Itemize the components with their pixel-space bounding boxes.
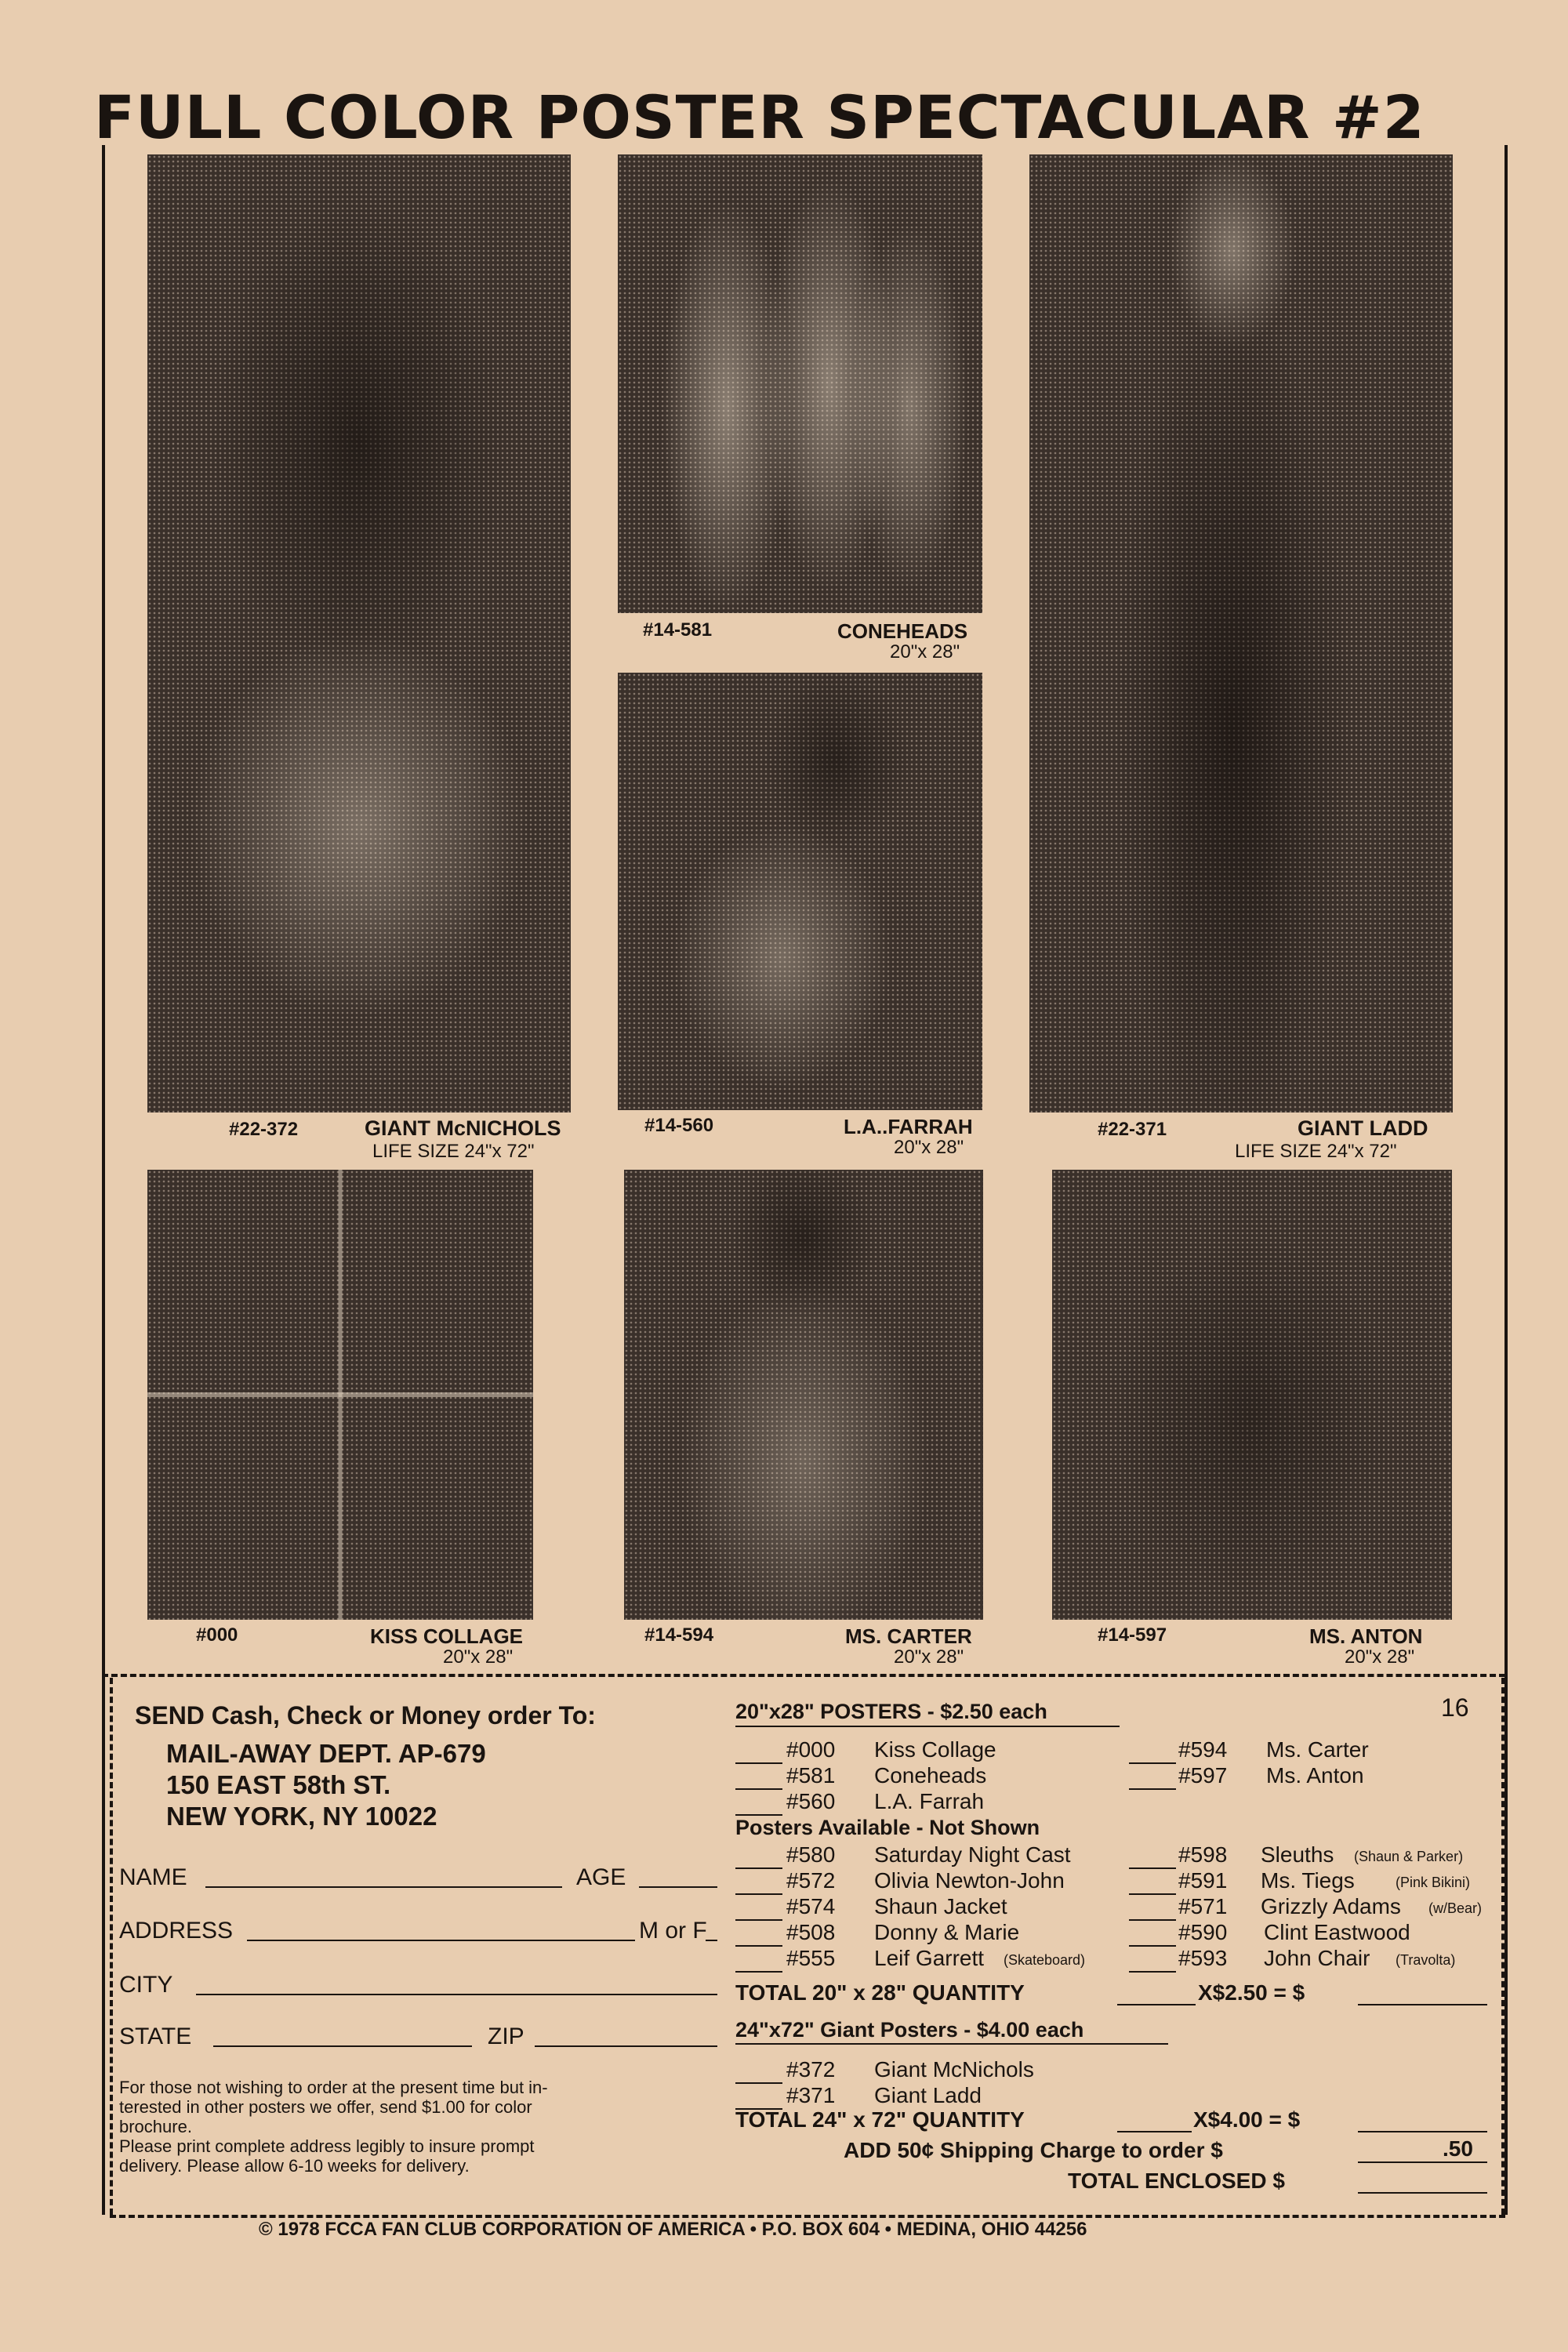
total-20x28-quantity-field[interactable] <box>1117 2004 1196 2005</box>
shipping-label: ADD 50¢ Shipping Charge to order $ <box>844 2138 1223 2162</box>
note-line: Please print complete address legibly to insure prompt <box>119 2136 535 2156</box>
quantity-blank[interactable] <box>735 1945 782 1947</box>
caption-name: CONEHEADS <box>837 619 968 643</box>
total-20x28-label: TOTAL 20" x 28" QUANTITY <box>735 1980 1025 2005</box>
list-name: Ms. Tiegs <box>1261 1868 1355 1893</box>
list-code: #372 <box>786 2057 836 2082</box>
quantity-blank[interactable] <box>1129 1919 1176 1921</box>
list-code: #571 <box>1178 1894 1228 1918</box>
list-name: Kiss Collage <box>874 1737 996 1762</box>
age-label: AGE <box>576 1864 626 1890</box>
quantity-blank[interactable] <box>735 2082 782 2084</box>
total-enclosed-field[interactable] <box>1358 2192 1487 2194</box>
list-note: (Pink Bikini) <box>1396 1875 1471 1890</box>
quantity-blank[interactable] <box>735 1788 782 1790</box>
list-code: #508 <box>786 1920 836 1944</box>
copyright-footer: © 1978 FCCA FAN CLUB CORPORATION OF AMERICA • P.O. BOX 604 • MEDINA, OHIO 44256 <box>259 2219 1087 2240</box>
quantity-blank[interactable] <box>735 1971 782 1973</box>
list-code: #590 <box>1178 1920 1228 1944</box>
shipping-amount: .50 <box>1443 2136 1473 2161</box>
list-code: #591 <box>1178 1868 1228 1893</box>
mailing-address-line: 150 EAST 58th ST. <box>166 1770 391 1799</box>
quantity-blank[interactable] <box>1129 1788 1176 1790</box>
caption-name: GIANT LADD <box>1298 1116 1428 1140</box>
mailing-address-line: NEW YORK, NY 10022 <box>166 1802 437 1831</box>
list-code: #593 <box>1178 1946 1228 1970</box>
list-name: Giant Ladd <box>874 2083 982 2107</box>
photo-farrah <box>618 673 982 1110</box>
note-line: terested in other posters we offer, send $1.00 for color <box>119 2097 532 2117</box>
list-name: Grizzly Adams <box>1261 1894 1401 1918</box>
list-note: (Skateboard) <box>1004 1952 1086 1968</box>
note-line: brochure. <box>119 2117 192 2136</box>
list-name: Coneheads <box>874 1763 987 1788</box>
list-code: #000 <box>786 1737 836 1762</box>
list-note: (w/Bear) <box>1428 1900 1483 1916</box>
page-number: 16 <box>1441 1693 1469 1722</box>
quantity-blank[interactable] <box>735 1893 782 1895</box>
list-name: Leif Garrett <box>874 1946 985 1970</box>
caption-name: MS. ANTON <box>1309 1624 1423 1648</box>
coupon-border-top <box>102 1674 1505 1677</box>
quantity-blank[interactable] <box>735 1919 782 1921</box>
list-code: #597 <box>1178 1763 1228 1788</box>
list-code: #580 <box>786 1842 836 1867</box>
mailing-address-line: MAIL-AWAY DEPT. AP-679 <box>166 1739 486 1768</box>
list-note: (Shaun & Parker) <box>1354 1849 1464 1864</box>
list-note: (Travolta) <box>1396 1952 1456 1968</box>
photo-anton <box>1052 1170 1452 1620</box>
address-field[interactable] <box>247 1940 635 1941</box>
list-code: #594 <box>1178 1737 1228 1762</box>
quantity-blank[interactable] <box>1129 1945 1176 1947</box>
not-shown-heading: Posters Available - Not Shown <box>735 1816 1040 1839</box>
caption-size: 20"x 28" <box>890 641 960 662</box>
caption-code: #14-597 <box>1098 1624 1167 1646</box>
list-name: Saturday Night Cast <box>874 1842 1071 1867</box>
total-24x72-label: TOTAL 24" x 72" QUANTITY <box>735 2107 1025 2132</box>
sex-label: M or F <box>639 1918 707 1944</box>
caption-code: #14-594 <box>644 1624 714 1646</box>
heading-underline <box>735 2043 1168 2045</box>
quantity-blank[interactable] <box>735 1762 782 1764</box>
list-name: Shaun Jacket <box>874 1894 1007 1918</box>
address-label: ADDRESS <box>119 1918 234 1944</box>
page-title: FULL COLOR POSTER SPECTACULAR #2 <box>94 82 1425 152</box>
quantity-blank[interactable] <box>1129 1971 1176 1973</box>
name-label: NAME <box>119 1864 187 1890</box>
note-line: For those not wishing to order at the present time but in- <box>119 2078 548 2097</box>
list-name: L.A. Farrah <box>874 1789 985 1813</box>
list-name: Sleuths <box>1261 1842 1334 1867</box>
total-24x72-amount-field[interactable] <box>1358 2131 1487 2132</box>
note-line: delivery. Please allow 6-10 weeks for delivery. <box>119 2156 470 2176</box>
list-code: #572 <box>786 1868 836 1893</box>
quantity-blank[interactable] <box>1129 1762 1176 1764</box>
shipping-amount-field <box>1358 2161 1487 2163</box>
caption-name: MS. CARTER <box>845 1624 972 1648</box>
list-name: Giant McNichols <box>874 2057 1034 2082</box>
total-24x72-quantity-field[interactable] <box>1117 2131 1192 2132</box>
photo-carter <box>624 1170 983 1620</box>
list-code: #581 <box>786 1763 836 1788</box>
city-label: CITY <box>119 1972 173 1998</box>
state-field[interactable] <box>213 2045 472 2047</box>
price-heading-24x72: 24"x72" Giant Posters - $4.00 each <box>735 2018 1084 2042</box>
heading-underline <box>735 1726 1120 1727</box>
caption-size: 20"x 28" <box>1345 1646 1415 1668</box>
list-code: #371 <box>786 2083 836 2107</box>
caption-code: #000 <box>196 1624 238 1646</box>
list-code: #574 <box>786 1894 836 1918</box>
caption-name: KISS COLLAGE <box>370 1624 524 1648</box>
list-code: #598 <box>1178 1842 1228 1867</box>
caption-code: #22-372 <box>229 1119 299 1140</box>
caption-size: 20"x 28" <box>894 1137 964 1158</box>
caption-name: L.A..FARRAH <box>844 1115 973 1138</box>
list-name: John Chair <box>1264 1946 1370 1970</box>
caption-code: #14-581 <box>643 619 713 641</box>
caption-size: LIFE SIZE 24"x 72" <box>372 1141 535 1162</box>
price-heading-20x28: 20"x28" POSTERS - $2.50 each <box>735 1700 1047 1723</box>
photo-ladd <box>1029 154 1453 1112</box>
list-code: #555 <box>786 1946 836 1970</box>
total-enclosed-label: TOTAL ENCLOSED $ <box>1068 2169 1285 2193</box>
send-to-heading: SEND Cash, Check or Money order To: <box>135 1701 596 1730</box>
list-name: Ms. Carter <box>1266 1737 1369 1762</box>
total-20x28-multiplier: X$2.50 = $ <box>1198 1980 1305 2005</box>
list-name: Olivia Newton-John <box>874 1868 1065 1893</box>
caption-size: 20"x 28" <box>443 1646 514 1668</box>
caption-size: 20"x 28" <box>894 1646 964 1668</box>
caption-name: GIANT McNICHOLS <box>365 1116 561 1140</box>
sex-field[interactable] <box>706 1940 717 1941</box>
coupon-border-right <box>1501 1678 1504 2215</box>
city-field[interactable] <box>196 1994 717 1995</box>
state-label: STATE <box>119 2024 192 2049</box>
list-code: #560 <box>786 1789 836 1813</box>
quantity-blank[interactable] <box>1129 1893 1176 1895</box>
photo-mcnichols <box>147 154 571 1112</box>
photo-kiss-collage <box>147 1170 533 1620</box>
total-24x72-multiplier: X$4.00 = $ <box>1193 2107 1301 2132</box>
photo-coneheads <box>618 154 982 613</box>
name-field[interactable] <box>205 1886 562 1888</box>
coupon-border-left <box>110 1678 113 2215</box>
zip-label: ZIP <box>488 2024 524 2049</box>
quantity-blank[interactable] <box>735 1867 782 1869</box>
zip-field[interactable] <box>535 2045 717 2047</box>
caption-code: #22-371 <box>1098 1119 1167 1140</box>
list-name: Donny & Marie <box>874 1920 1020 1944</box>
coupon-border-bottom <box>110 2215 1505 2218</box>
age-field[interactable] <box>639 1886 717 1888</box>
list-name: Clint Eastwood <box>1264 1920 1410 1944</box>
caption-size: LIFE SIZE 24"x 72" <box>1235 1141 1397 1162</box>
quantity-blank[interactable] <box>1129 1867 1176 1869</box>
total-20x28-amount-field[interactable] <box>1358 2004 1487 2005</box>
caption-code: #14-560 <box>644 1115 714 1136</box>
list-name: Ms. Anton <box>1266 1763 1364 1788</box>
